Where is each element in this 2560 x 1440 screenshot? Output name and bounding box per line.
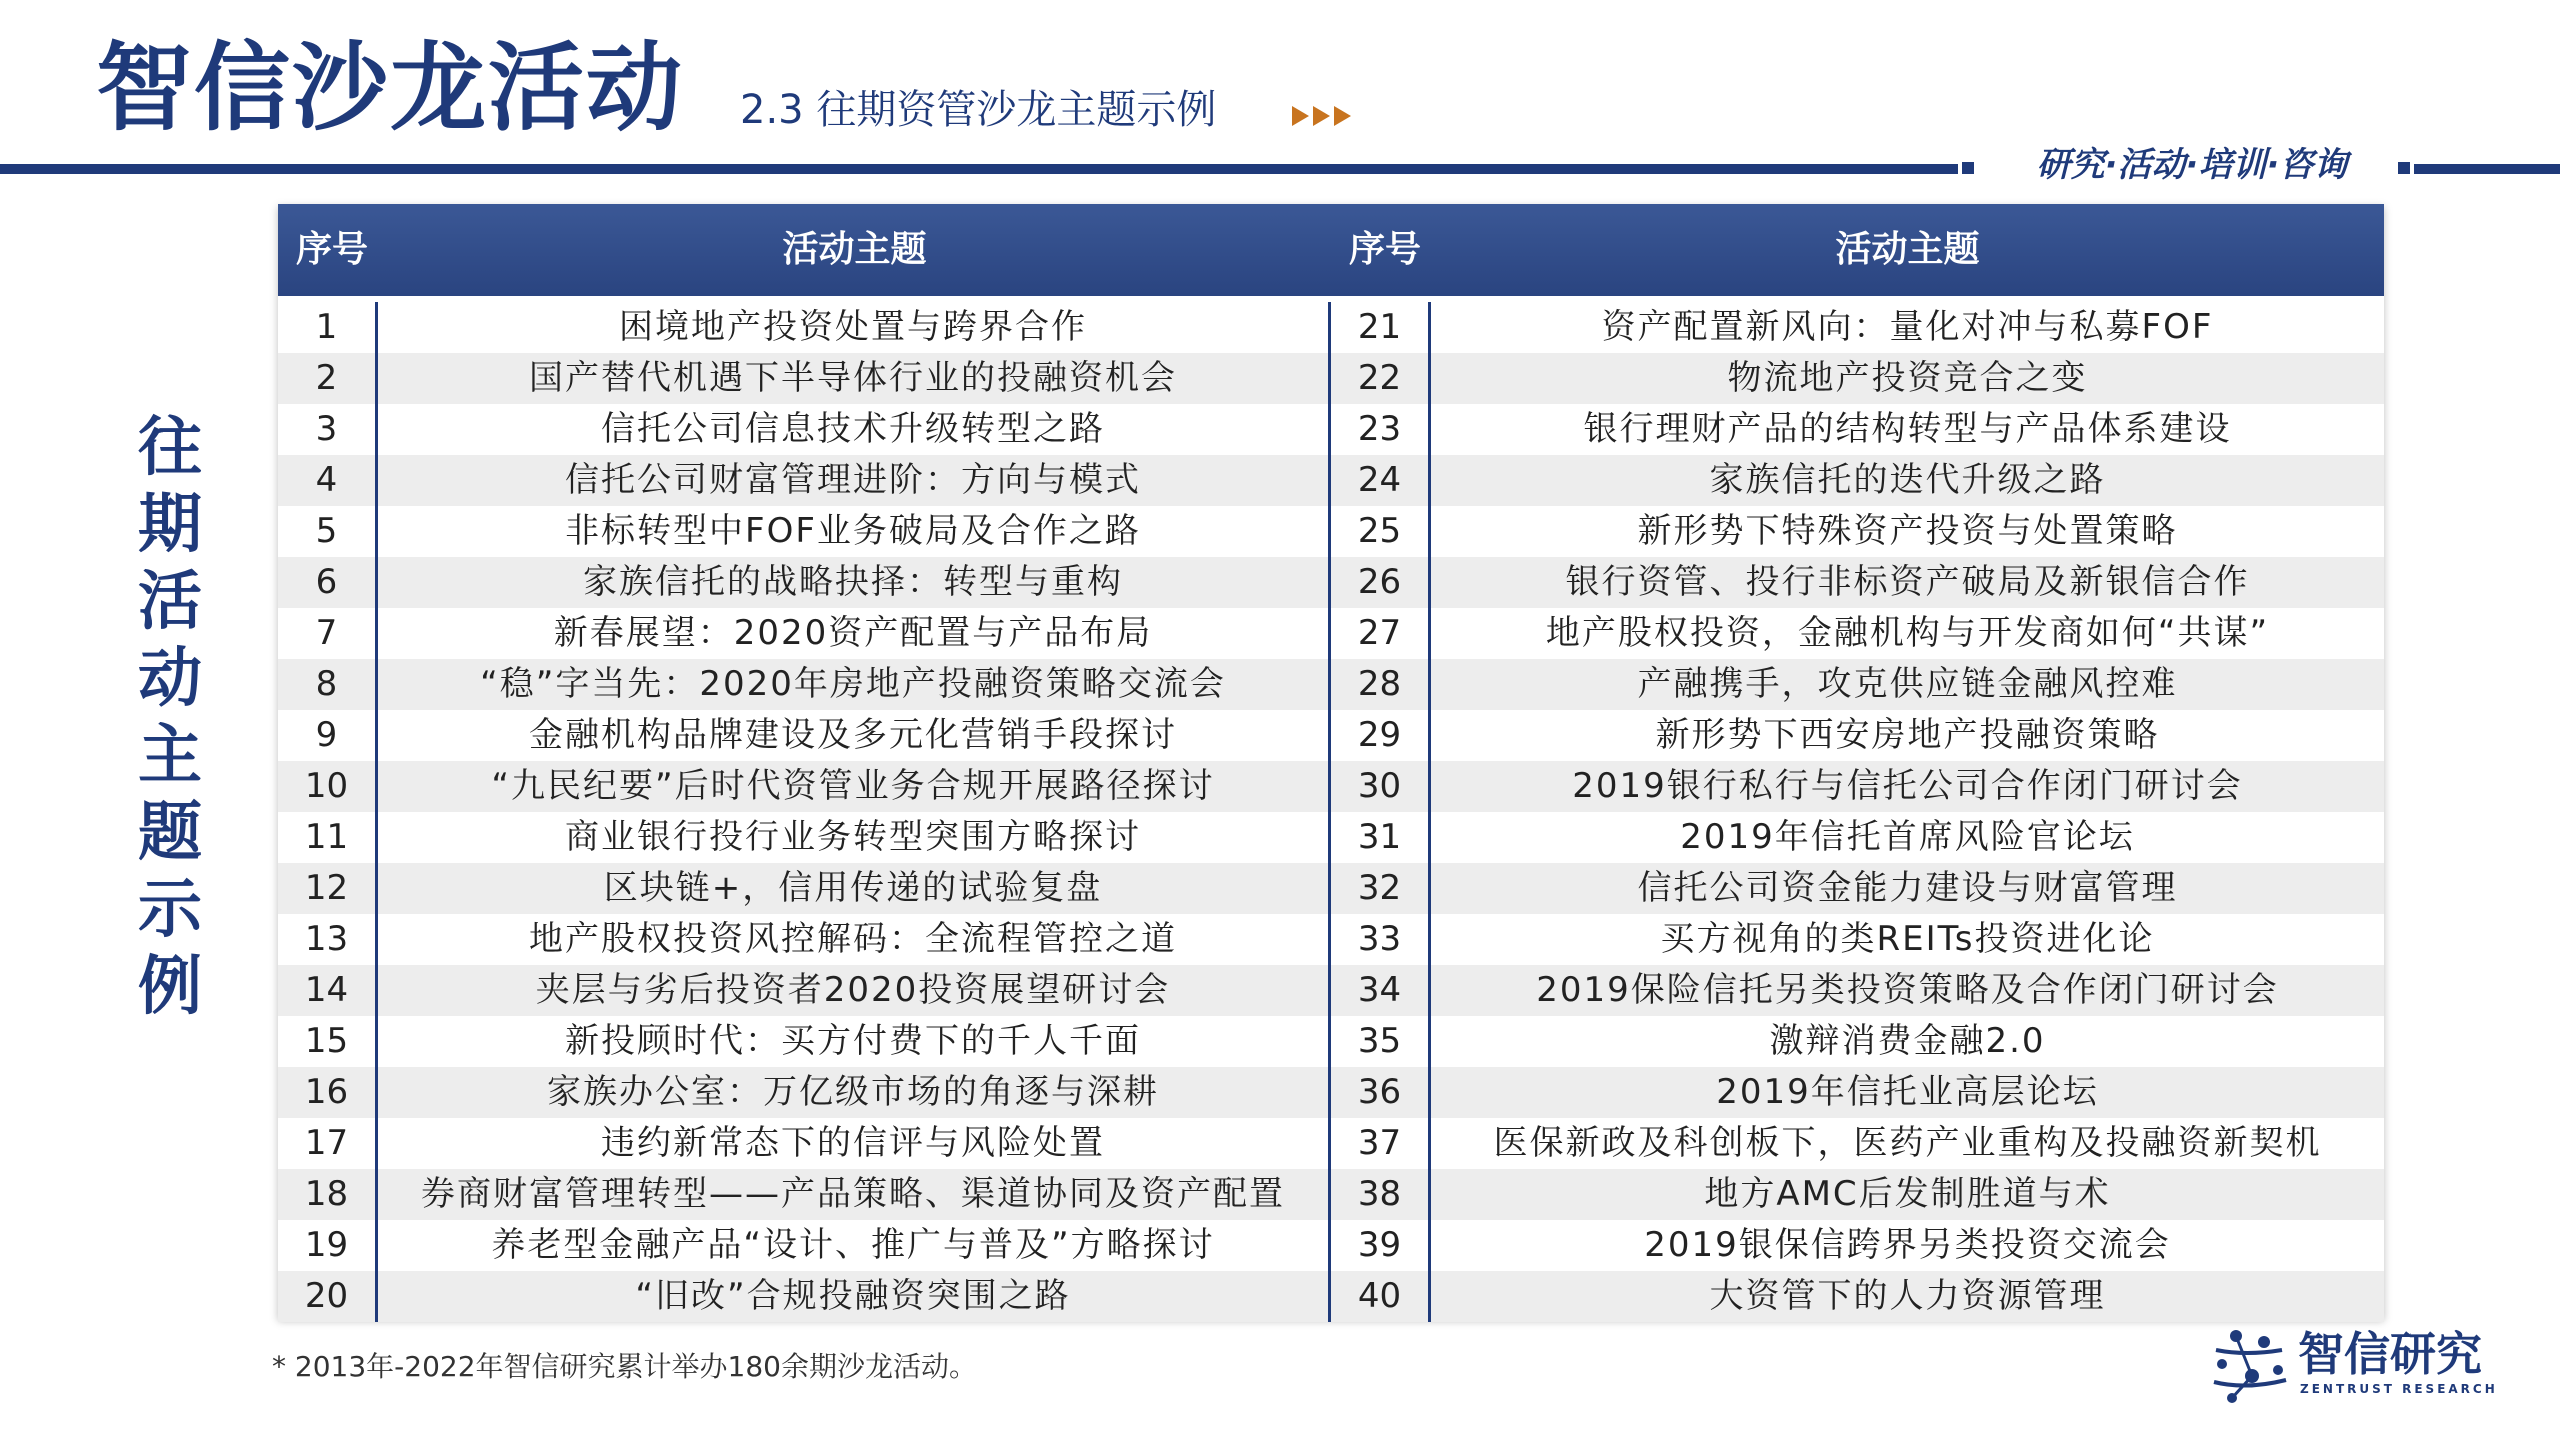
row-topic: 2019年信托首席风险官论坛 <box>1680 817 2135 857</box>
table-row <box>278 812 2384 863</box>
row-topic: 2019年信托业高层论坛 <box>1716 1072 2099 1112</box>
row-number: 14 <box>278 965 378 1016</box>
row-topic: 地产股权投资风控解码：全流程管控之道 <box>378 914 1331 965</box>
row-number: 23 <box>1331 404 1431 455</box>
topics-table <box>278 204 2384 1318</box>
side-title-char: 示 <box>138 873 202 947</box>
header-no-left: 序号 <box>296 229 369 270</box>
row-number: 27 <box>1331 608 1431 659</box>
row-topic: 银行理财产品的结构转型与产品体系建设 <box>1583 409 2232 449</box>
row-topic: 2019保险信托另类投资策略及合作闭门研讨会 <box>1536 970 2279 1010</box>
row-number: 7 <box>278 608 378 659</box>
row-topic: 夹层与劣后投资者2020投资展望研讨会 <box>378 965 1331 1016</box>
table-row <box>278 710 2384 761</box>
table-row <box>278 1016 2384 1067</box>
header-divider-right <box>2414 164 2560 174</box>
table-row <box>278 1169 2384 1220</box>
row-number: 33 <box>1331 914 1431 965</box>
row-topic: 地产股权投资，金融机构与开发商如何“共谋” <box>1545 613 2270 653</box>
row-topic: 区块链+，信用传递的试验复盘 <box>378 863 1331 914</box>
row-number: 38 <box>1331 1169 1431 1220</box>
row-number: 20 <box>278 1271 378 1322</box>
brand-logo <box>2206 1320 2506 1420</box>
row-number: 10 <box>278 761 378 812</box>
table-row <box>278 1271 2384 1322</box>
row-topic: 家族信托的战略抉择：转型与重构 <box>378 557 1331 608</box>
table-row <box>278 506 2384 557</box>
row-number: 39 <box>1331 1220 1431 1271</box>
row-number: 12 <box>278 863 378 914</box>
table-row <box>278 1220 2384 1271</box>
zentrust-logo-icon <box>2206 1320 2292 1416</box>
row-topic: 买方视角的类REITs投资进化论 <box>1660 919 2155 959</box>
row-number: 2 <box>278 353 378 404</box>
row-topic: 家族信托的迭代升级之路 <box>1709 460 2106 500</box>
footnote: * 2013年-2022年智信研究累计举办180余期沙龙活动。 <box>272 1350 977 1383</box>
row-topic: “稳”字当先：2020年房地产投融资策略交流会 <box>378 659 1331 710</box>
arrow-right-icon <box>1313 106 1330 126</box>
row-number: 19 <box>278 1220 378 1271</box>
row-topic: 家族办公室：万亿级市场的角逐与深耕 <box>378 1067 1331 1118</box>
header-no-right: 序号 <box>1349 229 1422 270</box>
table-row <box>278 353 2384 404</box>
row-topic: 国产替代机遇下半导体行业的投融资机会 <box>378 353 1331 404</box>
row-topic: “旧改”合规投融资突围之路 <box>378 1271 1331 1322</box>
row-number: 4 <box>278 455 378 506</box>
side-title-char: 动 <box>138 642 202 716</box>
table-row <box>278 1118 2384 1169</box>
row-number: 5 <box>278 506 378 557</box>
row-topic: 产融携手，攻克供应链金融风控难 <box>1637 664 2178 704</box>
row-topic: 大资管下的人力资源管理 <box>1709 1276 2106 1316</box>
row-topic: 激辩消费金融2.0 <box>1769 1021 2046 1061</box>
row-number: 15 <box>278 1016 378 1067</box>
row-number: 17 <box>278 1118 378 1169</box>
row-topic: 资产配置新风向：量化对冲与私募FOF <box>1601 307 2214 347</box>
row-topic: 地方AMC后发制胜道与术 <box>1704 1174 2111 1214</box>
row-topic: 信托公司信息技术升级转型之路 <box>378 404 1331 455</box>
table-row <box>278 455 2384 506</box>
row-number: 13 <box>278 914 378 965</box>
row-topic: 非标转型中FOF业务破局及合作之路 <box>378 506 1331 557</box>
side-title-char: 期 <box>138 488 202 562</box>
row-topic: 券商财富管理转型——产品策略、渠道协同及资产配置 <box>378 1169 1331 1220</box>
row-number: 26 <box>1331 557 1431 608</box>
table-row <box>278 761 2384 812</box>
row-topic: 养老型金融产品“设计、推广与普及”方略探讨 <box>378 1220 1331 1271</box>
row-number: 3 <box>278 404 378 455</box>
side-title-char: 活 <box>138 565 202 639</box>
row-number: 16 <box>278 1067 378 1118</box>
divider-square <box>1962 162 1974 174</box>
row-number: 29 <box>1331 710 1431 761</box>
row-number: 22 <box>1331 353 1431 404</box>
row-topic: 银行资管、投行非标资产破局及新银信合作 <box>1565 562 2250 602</box>
row-number: 24 <box>1331 455 1431 506</box>
side-title-char: 往 <box>138 411 202 485</box>
side-title-char: 题 <box>138 796 202 870</box>
row-number: 18 <box>278 1169 378 1220</box>
row-number: 30 <box>1331 761 1431 812</box>
table-row <box>278 557 2384 608</box>
row-number: 40 <box>1331 1271 1431 1322</box>
row-topic: 新形势下西安房地产投融资策略 <box>1655 715 2160 755</box>
table-row <box>278 965 2384 1016</box>
row-number: 6 <box>278 557 378 608</box>
side-title-char: 例 <box>138 950 202 1024</box>
table-body <box>278 296 2384 1322</box>
section-title: 2.3 往期资管沙龙主题示例 <box>740 87 1217 133</box>
row-topic: “九民纪要”后时代资管业务合规开展路径探讨 <box>378 761 1331 812</box>
row-number: 36 <box>1331 1067 1431 1118</box>
row-number: 34 <box>1331 965 1431 1016</box>
row-topic: 金融机构品牌建设及多元化营销手段探讨 <box>378 710 1331 761</box>
table-row <box>278 1067 2384 1118</box>
row-number: 21 <box>1331 302 1431 353</box>
row-number: 32 <box>1331 863 1431 914</box>
table-row <box>278 659 2384 710</box>
table-header <box>278 204 2384 296</box>
row-topic: 商业银行投行业务转型突围方略探讨 <box>378 812 1331 863</box>
row-number: 11 <box>278 812 378 863</box>
row-topic: 物流地产投资竞合之变 <box>1727 358 2088 398</box>
row-topic: 医保新政及科创板下，医药产业重构及投融资新契机 <box>1493 1123 2322 1163</box>
table-row <box>278 863 2384 914</box>
tagline: 研究·活动·培训·咨询 <box>2036 145 2348 185</box>
row-topic: 信托公司资金能力建设与财富管理 <box>1637 868 2178 908</box>
row-number: 9 <box>278 710 378 761</box>
arrow-right-icon <box>1292 106 1309 126</box>
logo-name: 智信研究 <box>2298 1327 2482 1381</box>
header-topic-left: 活动主题 <box>782 229 927 270</box>
table-row <box>278 608 2384 659</box>
row-topic: 新春展望：2020资产配置与产品布局 <box>378 608 1331 659</box>
row-number: 1 <box>278 302 378 353</box>
side-title-char: 主 <box>138 719 202 793</box>
vertical-side-title <box>130 410 210 1026</box>
row-topic: 新形势下特殊资产投资与处置策略 <box>1637 511 2178 551</box>
table-row <box>278 914 2384 965</box>
row-number: 35 <box>1331 1016 1431 1067</box>
row-number: 28 <box>1331 659 1431 710</box>
row-number: 37 <box>1331 1118 1431 1169</box>
row-topic: 2019银保信跨界另类投资交流会 <box>1644 1225 2171 1265</box>
header-topic-right: 活动主题 <box>1835 229 1980 270</box>
row-topic: 违约新常态下的信评与风险处置 <box>378 1118 1331 1169</box>
page-title: 智信沙龙活动 <box>96 32 684 144</box>
row-topic: 信托公司财富管理进阶：方向与模式 <box>378 455 1331 506</box>
header-divider <box>0 164 1958 174</box>
arrow-right-icon <box>1334 106 1351 126</box>
row-topic: 新投顾时代：买方付费下的千人千面 <box>378 1016 1331 1067</box>
logo-subtitle: ZENTRUST RESEARCH <box>2300 1382 2498 1396</box>
row-topic: 2019银行私行与信托公司合作闭门研讨会 <box>1572 766 2243 806</box>
arrow-icons <box>1292 106 1351 126</box>
row-number: 8 <box>278 659 378 710</box>
table-row <box>278 302 2384 353</box>
table-row <box>278 404 2384 455</box>
row-number: 25 <box>1331 506 1431 557</box>
row-topic: 困境地产投资处置与跨界合作 <box>378 302 1331 353</box>
row-number: 31 <box>1331 812 1431 863</box>
